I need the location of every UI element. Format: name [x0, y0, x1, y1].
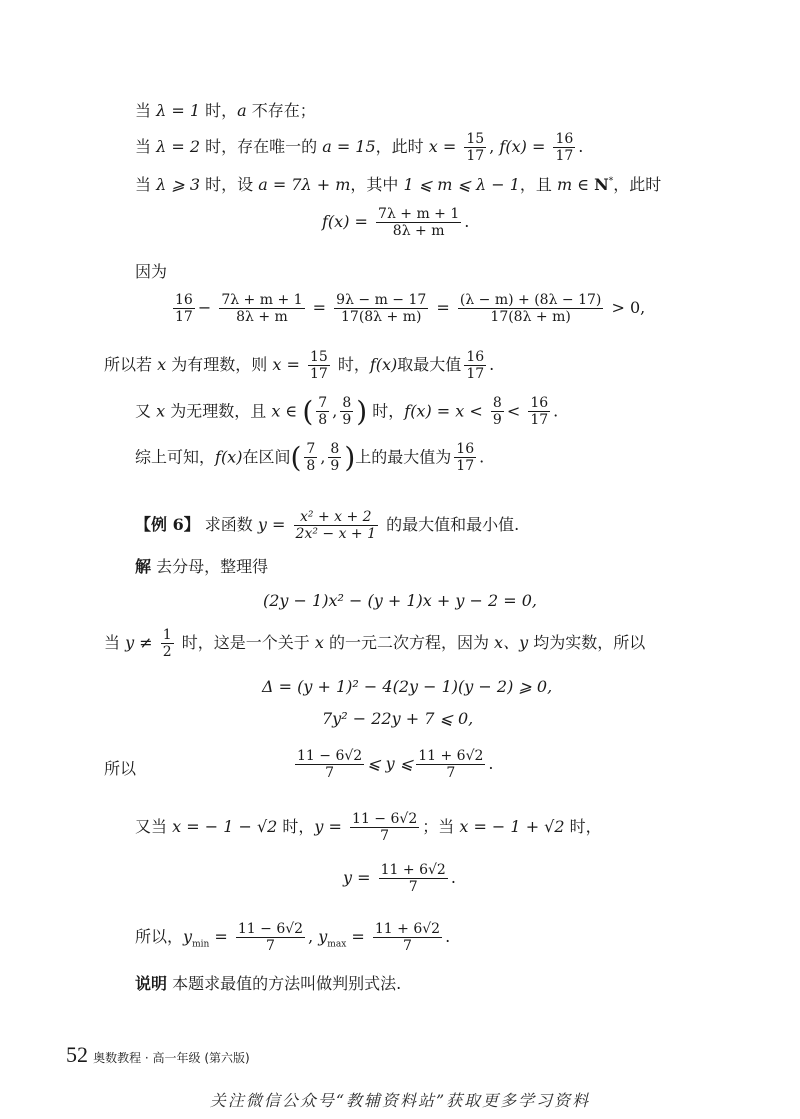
example-heading: 【例 6】 求函数 y = $\frac{\text{x² + x + 2}}{\text{2x² − x + 1}}$ 的最大值和最小值. — [135, 509, 520, 543]
text-line: 又 x 为无理数，且 x ∈ ( $\frac{7}{8}$ , $\frac{8}{9}$ ) 时，f(x) = x < $\frac{8}{9}$ < $\frac{16}{17}$ . — [135, 395, 559, 429]
fraction: $\frac{7}{8}$ — [306, 441, 316, 475]
fraction: $\frac{11 - 6√2}{7}$ — [352, 811, 418, 845]
text-line: 所以 — [104, 759, 137, 778]
text-line: 当 λ = 1 时，a 不存在； — [135, 101, 316, 120]
fraction: $\frac{11 + 6√2}{7}$ — [374, 921, 441, 955]
page-number: 52 — [66, 1042, 88, 1067]
equation: Δ = (y + 1)² − 4(2y − 1)(y − 2) ⩾ 0, — [262, 677, 553, 696]
fraction: $\frac{16}{17}$ — [555, 131, 574, 165]
fraction: $\frac{11 - 6√2}{7}$ — [237, 921, 304, 955]
watermark-text: 关注微信公众号“教辅资料站”获取更多学习资料 — [209, 1091, 591, 1110]
text-line: 当 λ = 2 时，存在唯一的 a = 15，此时 x = $\frac{15}{17}$ , f(x) = $\frac{16}{17}$ . — [135, 131, 584, 165]
text-line: 所以若 x 为有理数，则 x = $\frac{15}{17}$ 时，f(x)取最大值 $\frac{16}{17}$ . — [104, 349, 495, 383]
text-line: 当 λ ⩾ 3 时，设 a = 7λ + m，其中 1 ⩽ m ⩽ λ − 1，且 m ∈ N*，此时 — [135, 175, 662, 194]
fraction: $\frac{16}{17}$ — [456, 441, 475, 475]
fraction: $\frac{8}{9}$ — [330, 441, 340, 475]
text-line: 所以，$y_{min}$ = $\frac{11 - 6√2}{7}$ , $y_{max}$ = $\frac{11 + 6√2}{7}$ . — [135, 921, 451, 955]
solution-tag: 解 — [135, 557, 152, 576]
equation: $\frac{16}{17}$ − $\frac{7\lambda + m + 1}{8\lambda + m}$ = $\frac{9\lambda - m - 17}{17(8\lambda + m)}$ = $\frac{(\lambda - m) + (8\lambda - 17)}{17(8\lambda + m)}$ > 0, — [175, 292, 646, 326]
fraction: $\frac{7\lambda + m + 1}{8\lambda + m}$ — [221, 292, 303, 326]
equation: y = $\frac{11 + 6√2}{7}$ . — [343, 862, 456, 896]
fraction: $\frac{15}{17}$ — [466, 131, 485, 165]
fraction: $\frac{7\lambda + m + 1}{8\lambda + m}$ — [378, 206, 460, 240]
fraction: $\frac{(\lambda - m) + (8\lambda - 17)}{17(8\lambda + m)}$ — [459, 292, 602, 326]
example-tag: 【例 6】 — [135, 515, 200, 535]
fraction: $\frac{8}{9}$ — [492, 395, 502, 429]
text-line: 因为 — [135, 262, 168, 281]
fraction: $\frac{8}{9}$ — [342, 395, 352, 429]
fraction: $\frac{15}{17}$ — [309, 349, 328, 383]
fraction: $\frac{16}{17}$ — [466, 349, 485, 383]
fraction: $\frac{11 + 6√2}{7}$ — [418, 748, 484, 782]
fraction: $\frac{1}{2}$ — [162, 627, 172, 661]
fraction: $\frac{16}{17}$ — [530, 395, 549, 429]
equation: f(x) = $\frac{7\lambda + m + 1}{8\lambda + m}$ . — [322, 206, 470, 240]
text-line: 当 y ≠ $\frac{1}{2}$ 时，这是一个关于 x 的一元二次方程，因为 x、y 均为实数，所以 — [104, 627, 646, 661]
book-title: 奥数教程 · 高一年级 (第六版) — [93, 1051, 250, 1065]
text-line: 又当 x = − 1 − √2 时，y = $\frac{11 - 6√2}{7}$ ；当 x = − 1 + √2 时， — [135, 811, 602, 845]
page-footer — [66, 1042, 250, 1068]
text-line: 综上可知，f(x)在区间( $\frac{7}{8}$ , $\frac{8}{9}$ )上的最大值为 $\frac{16}{17}$ . — [135, 441, 485, 475]
fraction: $\frac{16}{17}$ — [175, 292, 193, 326]
fraction: $\frac{9\lambda - m - 17}{17(8\lambda + m)}$ — [336, 292, 427, 326]
equation: $\frac{11 - 6√2}{7}$ ⩽ y ⩽ $\frac{11 + 6√2}{7}$ . — [297, 748, 494, 782]
fraction: $\frac{11 + 6√2}{7}$ — [380, 862, 446, 896]
fraction: $\frac{\text{x² + x + 2}}{\text{2x² − x + 1}}$ — [295, 509, 377, 543]
text-line: 解 去分母，整理得 — [135, 557, 269, 576]
equation: (2y − 1)x² − (y + 1)x + y − 2 = 0, — [263, 591, 537, 610]
text-line: 说明 本题求最值的方法叫做判别式法. — [135, 974, 402, 993]
equation: 7y² − 22y + 7 ⩽ 0, — [322, 709, 474, 728]
note-tag: 说明 — [135, 974, 168, 993]
fraction: $\frac{11 - 6√2}{7}$ — [297, 748, 363, 782]
fraction: $\frac{7}{8}$ — [318, 395, 328, 429]
